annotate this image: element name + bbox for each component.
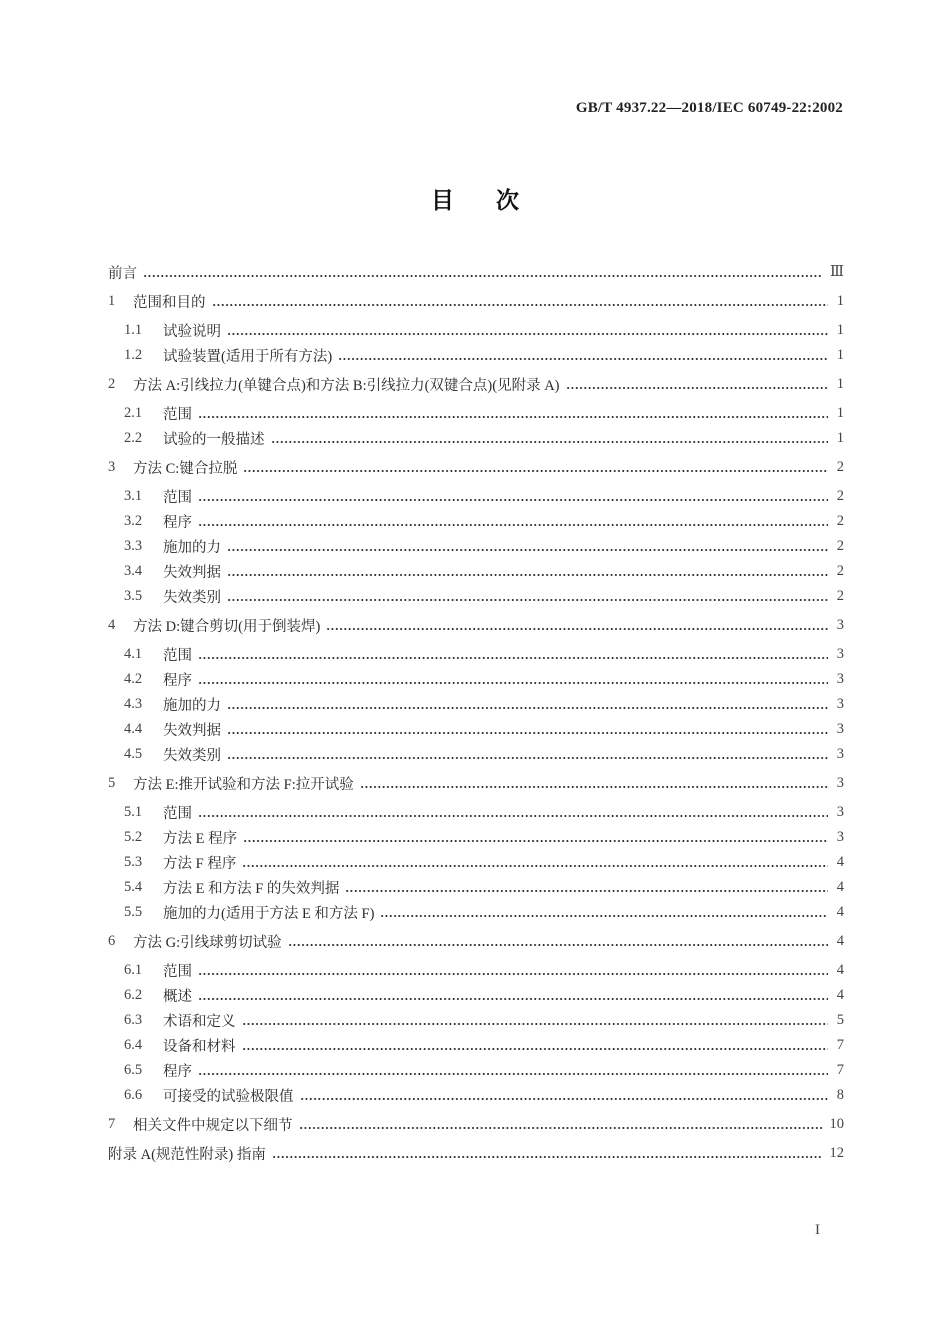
toc-entry-page: 2 [836, 563, 844, 579]
toc-entry[interactable] [108, 1083, 844, 1108]
toc-entry-number: 2.2 [124, 430, 143, 446]
toc-entry[interactable] [108, 1112, 844, 1137]
dot-leader [227, 332, 828, 336]
toc-entry-page: 4 [836, 933, 844, 949]
dot-leader [198, 1072, 828, 1076]
page-number: I [815, 1222, 820, 1238]
toc-entry-number: 6.6 [124, 1087, 143, 1103]
toc-entry-page: 3 [836, 671, 844, 687]
toc-entry[interactable] [108, 900, 844, 925]
toc-entry-title: 方法 F 程序 [163, 856, 237, 872]
toc-entry-title: 术语和定义 [163, 1014, 236, 1030]
dot-leader [272, 1155, 822, 1159]
toc-entry-title: 施加的力 [163, 698, 221, 714]
toc-entry[interactable] [108, 372, 844, 397]
toc-entry-number: 4 [108, 617, 116, 633]
toc-entry[interactable] [108, 534, 844, 559]
dot-leader [198, 814, 828, 818]
toc-entry-title: 失效判据 [163, 723, 221, 739]
toc-entry-page: 1 [836, 405, 844, 421]
toc-entry-number: 5.1 [124, 804, 143, 820]
toc-entry-number: 3.1 [124, 488, 143, 504]
toc-entry-page: Ⅲ [830, 264, 844, 280]
toc-entry[interactable] [108, 559, 844, 584]
toc-entry-title: 程序 [163, 673, 192, 689]
toc-entry-title: 施加的力 [163, 540, 221, 556]
dot-leader [227, 598, 828, 602]
toc-entry-page: 10 [829, 1116, 844, 1132]
toc-entry-title: 范围和目的 [133, 295, 206, 311]
toc-entry-number: 3.3 [124, 538, 143, 554]
toc-entry[interactable] [108, 613, 844, 638]
toc-entry-number: 5.5 [124, 904, 143, 920]
toc-entry[interactable] [108, 401, 844, 426]
toc-entry[interactable] [108, 260, 844, 285]
toc-entry-number: 1 [108, 293, 116, 309]
toc-entry-page: 7 [836, 1037, 844, 1053]
toc-entry-title: 程序 [163, 1064, 192, 1080]
toc-entry-page: 3 [836, 804, 844, 820]
dot-leader [326, 627, 828, 631]
toc-entry-title: 失效判据 [163, 565, 221, 581]
toc-entry[interactable] [108, 318, 844, 343]
toc-entry-title: 方法 D:键合剪切(用于倒装焊) [133, 619, 321, 635]
toc-entry-page: 3 [836, 696, 844, 712]
toc-entry-number: 1.1 [124, 322, 143, 338]
toc-entry-page: 4 [836, 904, 844, 920]
toc-entry-page: 3 [836, 829, 844, 845]
dot-leader [243, 469, 828, 473]
toc-entry-number: 6.2 [124, 987, 143, 1003]
dot-leader [566, 386, 828, 390]
toc-entry[interactable] [108, 958, 844, 983]
toc-entry-title: 方法 E:推开试验和方法 F:拉开试验 [133, 777, 354, 793]
toc-entry[interactable] [108, 800, 844, 825]
dot-leader [227, 706, 828, 710]
toc-entry-title: 试验的一般描述 [163, 432, 265, 448]
toc-entry-number: 3 [108, 459, 116, 475]
dot-leader [212, 303, 829, 307]
toc-entry[interactable] [108, 692, 844, 717]
dot-leader [198, 415, 828, 419]
toc-entry-page: 1 [836, 322, 844, 338]
toc-entry-number: 6.4 [124, 1037, 143, 1053]
dot-leader [338, 357, 828, 361]
dot-leader [143, 274, 822, 278]
dot-leader [198, 656, 828, 660]
toc-entry-number: 1.2 [124, 347, 143, 363]
toc-entry-number: 7 [108, 1116, 116, 1132]
dot-leader [243, 839, 828, 843]
toc-entry-page: 7 [836, 1062, 844, 1078]
dot-leader [198, 681, 828, 685]
dot-leader [198, 498, 828, 502]
toc-entry-title: 范围 [163, 806, 192, 822]
toc-entry-title: 前言 [108, 266, 137, 282]
toc-entry-title: 范围 [163, 407, 192, 423]
toc-entry-page: 1 [836, 376, 844, 392]
toc-entry[interactable] [108, 455, 844, 480]
toc-entry[interactable] [108, 742, 844, 767]
toc-entry-title: 附录 A(规范性附录) 指南 [108, 1147, 266, 1163]
dot-leader [380, 914, 828, 918]
toc-entry-number: 2.1 [124, 405, 143, 421]
toc-entry-number: 5.4 [124, 879, 143, 895]
toc-entry-page: 12 [829, 1145, 844, 1161]
dot-leader [227, 573, 828, 577]
toc-entry-number: 6 [108, 933, 116, 949]
toc-entry[interactable] [108, 1058, 844, 1083]
toc-entry-number: 4.1 [124, 646, 143, 662]
dot-leader [227, 548, 828, 552]
toc-entry-page: 3 [836, 617, 844, 633]
toc-entry-number: 6.1 [124, 962, 143, 978]
toc-entry-title: 试验说明 [163, 324, 221, 340]
toc-entry[interactable] [108, 1141, 844, 1166]
toc-entry[interactable] [108, 825, 844, 850]
toc-entry-title: 失效类别 [163, 748, 221, 764]
toc-entry[interactable] [108, 584, 844, 609]
toc-entry-page: 3 [836, 646, 844, 662]
toc-entry-page: 2 [836, 538, 844, 554]
toc-entry-number: 3.4 [124, 563, 143, 579]
toc-entry-page: 4 [836, 987, 844, 1003]
toc-entry-number: 3.5 [124, 588, 143, 604]
dot-leader [360, 785, 828, 789]
dot-leader [198, 523, 828, 527]
dot-leader [242, 1022, 829, 1026]
toc-entry-number: 5 [108, 775, 116, 791]
toc-entry-page: 2 [836, 488, 844, 504]
toc-entry[interactable] [108, 850, 844, 875]
dot-leader [300, 1097, 829, 1101]
toc-entry-page: 4 [836, 962, 844, 978]
dot-leader [227, 731, 828, 735]
standard-code: GB/T 4937.22—2018/IEC 60749-22:2002 [575, 100, 843, 116]
toc-entry-title: 方法 E 程序 [163, 831, 238, 847]
toc-entry-page: 5 [836, 1012, 844, 1028]
toc-entry-number: 4.4 [124, 721, 143, 737]
toc-entry[interactable] [108, 426, 844, 451]
dot-leader [345, 889, 828, 893]
toc-entry[interactable] [108, 1008, 844, 1033]
toc-entry-number: 5.2 [124, 829, 143, 845]
toc-entry[interactable] [108, 929, 844, 954]
toc-entry-number: 6.5 [124, 1062, 143, 1078]
toc-entry-page: 3 [836, 746, 844, 762]
toc-entry[interactable] [108, 875, 844, 900]
toc-entry-title: 设备和材料 [163, 1039, 236, 1055]
toc-entry-title: 施加的力(适用于方法 E 和方法 F) [163, 906, 375, 922]
toc-entry[interactable] [108, 509, 844, 534]
toc-entry[interactable] [108, 1033, 844, 1058]
page-title: 目次 [431, 188, 561, 214]
toc-entry-page: 4 [836, 854, 844, 870]
toc-entry[interactable] [108, 343, 844, 368]
toc-entry[interactable] [108, 642, 844, 667]
toc-entry-title: 相关文件中规定以下细节 [133, 1118, 293, 1134]
toc-entry-page: 1 [836, 293, 844, 309]
toc-entry-title: 方法 E 和方法 F 的失效判据 [163, 881, 340, 897]
toc-entry-title: 范围 [163, 964, 192, 980]
toc-entry[interactable] [108, 983, 844, 1008]
toc-entry-page: 1 [836, 347, 844, 363]
toc-entry-number: 4.3 [124, 696, 143, 712]
toc-entry-number: 2 [108, 376, 116, 392]
dot-leader [271, 440, 829, 444]
toc-entry-title: 试验装置(适用于所有方法) [163, 349, 333, 365]
dot-leader [198, 972, 828, 976]
toc-entry-page: 2 [836, 459, 844, 475]
toc-entry-page: 8 [836, 1087, 844, 1103]
toc-entry[interactable] [108, 771, 844, 796]
toc-entry[interactable] [108, 289, 844, 314]
toc-entry-number: 5.3 [124, 854, 143, 870]
toc-entry-number: 3.2 [124, 513, 143, 529]
table-of-contents [108, 256, 844, 1170]
toc-entry[interactable] [108, 667, 844, 692]
toc-entry-title: 可接受的试验极限值 [163, 1089, 294, 1105]
toc-entry-page: 1 [836, 430, 844, 446]
toc-entry-title: 方法 G:引线球剪切试验 [133, 935, 282, 951]
toc-entry-number: 4.2 [124, 671, 143, 687]
toc-entry-title: 失效类别 [163, 590, 221, 606]
toc-entry-page: 4 [836, 879, 844, 895]
toc-entry-title: 概述 [163, 989, 192, 1005]
toc-entry-page: 2 [836, 588, 844, 604]
toc-entry-page: 3 [836, 775, 844, 791]
toc-entry-title: 范围 [163, 490, 192, 506]
toc-entry-page: 2 [836, 513, 844, 529]
dot-leader [242, 1047, 829, 1051]
toc-entry-number: 4.5 [124, 746, 143, 762]
dot-leader [299, 1126, 822, 1130]
dot-leader [227, 756, 828, 760]
toc-entry-title: 方法 A:引线拉力(单键合点)和方法 B:引线拉力(双键合点)(见附录 A) [133, 378, 560, 394]
dot-leader [288, 943, 828, 947]
dot-leader [242, 864, 828, 868]
dot-leader [198, 997, 828, 1001]
toc-entry-title: 方法 C:键合拉脱 [133, 461, 238, 477]
toc-entry-page: 3 [836, 721, 844, 737]
toc-entry-title: 范围 [163, 648, 192, 664]
toc-entry-title: 程序 [163, 515, 192, 531]
toc-entry-number: 6.3 [124, 1012, 143, 1028]
toc-entry[interactable] [108, 484, 844, 509]
toc-entry[interactable] [108, 717, 844, 742]
